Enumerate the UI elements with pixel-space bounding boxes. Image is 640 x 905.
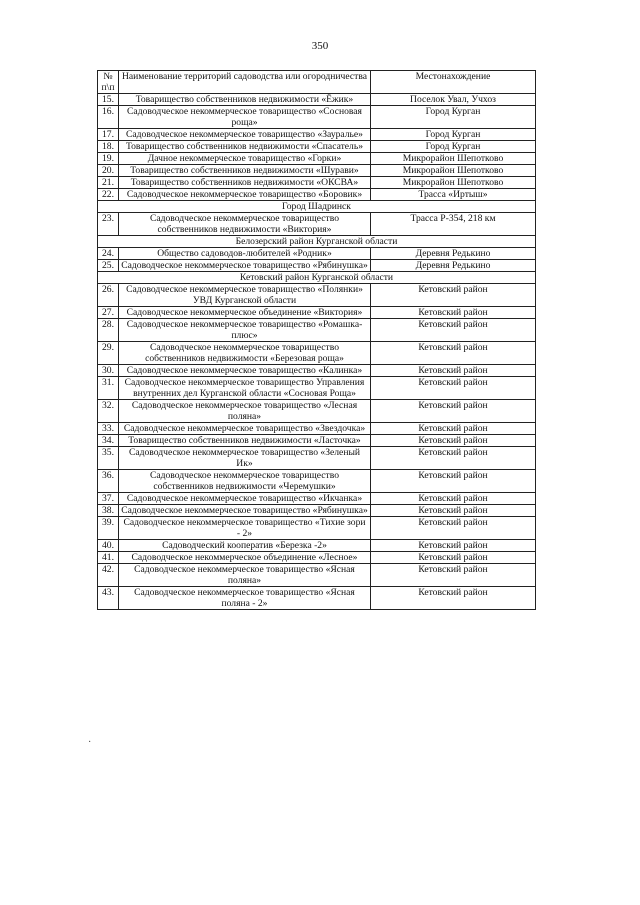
row-location: Микрорайон Шепотково — [371, 153, 536, 165]
row-location: Кетовский район — [371, 564, 536, 587]
row-name: Садоводческое некоммерческое товарищество собственников недвижимости «Виктория» — [119, 213, 371, 236]
row-name: Садоводческое некоммерческое товарищество «Полянки» УВД Курганской области — [119, 284, 371, 307]
row-location: Кетовский район — [371, 470, 536, 493]
row-number: 35. — [98, 447, 119, 470]
row-name: Садоводческое некоммерческое товарищество «Ясная поляна» — [119, 564, 371, 587]
row-location: Город Курган — [371, 106, 536, 129]
table-row — [98, 493, 536, 505]
row-name: Садоводческое некоммерческое объединение «Виктория» — [119, 307, 371, 319]
table-row — [98, 106, 536, 129]
row-number: 42. — [98, 564, 119, 587]
row-location: Кетовский район — [371, 505, 536, 517]
row-number: 21. — [98, 177, 119, 189]
header-location: Местонахождение — [371, 71, 536, 94]
row-location: Трасса Р-354, 218 км — [371, 213, 536, 236]
table-row — [98, 177, 536, 189]
row-number: 37. — [98, 493, 119, 505]
row-number: 43. — [98, 587, 119, 610]
row-number: 41. — [98, 552, 119, 564]
row-location: Кетовский район — [371, 447, 536, 470]
table-row — [98, 165, 536, 177]
table-row — [98, 141, 536, 153]
row-location: Кетовский район — [371, 342, 536, 365]
gardening-territories-table — [97, 70, 536, 610]
row-name: Садоводческое некоммерческое товарищество «Лесная поляна» — [119, 400, 371, 423]
row-location: Кетовский район — [371, 552, 536, 564]
section-row — [98, 272, 536, 284]
row-name: Садоводческое некоммерческое товарищество «Ромашка-плюс» — [119, 319, 371, 342]
row-name: Садоводческое некоммерческое товарищество Управления внутренних дел Курганской области «Сосновая Роща» — [119, 377, 371, 400]
section-title: Белозерский район Курганской области — [98, 236, 536, 248]
row-number: 17. — [98, 129, 119, 141]
table-row — [98, 447, 536, 470]
section-title: Город Шадринск — [98, 201, 536, 213]
row-name: Садоводческое некоммерческое товарищество «Рябинушка» — [119, 505, 371, 517]
table-row — [98, 129, 536, 141]
row-name: Садоводческое некоммерческое товарищество «Зеленый Ик» — [119, 447, 371, 470]
row-name: Садоводческое некоммерческое товарищество «Ясная поляна - 2» — [119, 587, 371, 610]
row-number: 16. — [98, 106, 119, 129]
section-row — [98, 236, 536, 248]
table-row — [98, 552, 536, 564]
table-row — [98, 189, 536, 201]
row-number: 25. — [98, 260, 119, 272]
row-location: Кетовский район — [371, 587, 536, 610]
row-location: Кетовский район — [371, 307, 536, 319]
table-row — [98, 517, 536, 540]
row-location: Кетовский район — [371, 435, 536, 447]
table-row — [98, 213, 536, 236]
row-number: 24. — [98, 248, 119, 260]
row-name: Садоводческое некоммерческое товарищество собственников недвижимости «Березовая роща» — [119, 342, 371, 365]
row-location: Трасса «Иртыш» — [371, 189, 536, 201]
row-number: 40. — [98, 540, 119, 552]
row-location: Кетовский район — [371, 540, 536, 552]
row-number: 23. — [98, 213, 119, 236]
table-row — [98, 587, 536, 610]
table-row — [98, 564, 536, 587]
header-number: № п\п — [98, 71, 119, 94]
table-header — [98, 71, 536, 94]
row-name: Товарищество собственников недвижимости «Шурави» — [119, 165, 371, 177]
row-location: Кетовский район — [371, 319, 536, 342]
row-number: 27. — [98, 307, 119, 319]
row-name: Общество садоводов-любителей «Родник» — [119, 248, 371, 260]
row-name: Товарищество собственников недвижимости «ОКСВА» — [119, 177, 371, 189]
table-row — [98, 319, 536, 342]
row-number: 30. — [98, 365, 119, 377]
row-name: Товарищество собственников недвижимости «Спасатель» — [119, 141, 371, 153]
header-name: Наименование территорий садоводства или огородничества — [119, 71, 371, 94]
row-number: 15. — [98, 94, 119, 106]
table-row — [98, 153, 536, 165]
row-number: 38. — [98, 505, 119, 517]
table-row — [98, 435, 536, 447]
row-location: Кетовский район — [371, 517, 536, 540]
row-location: Деревня Редькино — [371, 248, 536, 260]
row-number: 39. — [98, 517, 119, 540]
table-body — [98, 94, 536, 610]
row-name: Садоводческое некоммерческое товарищество собственников недвижимости «Черемушки» — [119, 470, 371, 493]
section-row — [98, 201, 536, 213]
row-number: 19. — [98, 153, 119, 165]
table-row — [98, 470, 536, 493]
row-number: 32. — [98, 400, 119, 423]
row-number: 33. — [98, 423, 119, 435]
row-number: 28. — [98, 319, 119, 342]
row-name: Садоводческое некоммерческое товарищество «Тихие зори - 2» — [119, 517, 371, 540]
row-name: Садоводческое некоммерческое товарищество «Сосновая роща» — [119, 106, 371, 129]
page-number: 350 — [311, 40, 329, 52]
row-location: Микрорайон Шепотково — [371, 165, 536, 177]
row-location: Поселок Увал, Учхоз — [371, 94, 536, 106]
row-name: Садоводческое некоммерческое товарищество «Зауралье» — [119, 129, 371, 141]
table-row — [98, 377, 536, 400]
row-location: Город Курган — [371, 129, 536, 141]
row-number: 36. — [98, 470, 119, 493]
row-number: 18. — [98, 141, 119, 153]
row-name: Товарищество собственников недвижимости «Ласточка» — [119, 435, 371, 447]
row-location: Кетовский район — [371, 400, 536, 423]
row-name: Садоводческое некоммерческое товарищество «Звездочка» — [119, 423, 371, 435]
header-row — [98, 71, 536, 94]
table-row — [98, 94, 536, 106]
row-location: Кетовский район — [371, 284, 536, 307]
row-location: Кетовский район — [371, 377, 536, 400]
table-row — [98, 365, 536, 377]
row-name: Товарищество собственников недвижимости «Ёжик» — [119, 94, 371, 106]
table-row — [98, 342, 536, 365]
row-name: Садоводческое некоммерческое товарищество «Боровик» — [119, 189, 371, 201]
table-row — [98, 423, 536, 435]
row-number: 31. — [98, 377, 119, 400]
section-title: Кетовский район Курганской области — [98, 272, 536, 284]
row-location: Кетовский район — [371, 365, 536, 377]
row-number: 34. — [98, 435, 119, 447]
table-row — [98, 400, 536, 423]
row-number: 22. — [98, 189, 119, 201]
table-row — [98, 505, 536, 517]
table-row — [98, 284, 536, 307]
row-name: Садоводческое некоммерческое товарищество «Икчанка» — [119, 493, 371, 505]
row-location: Кетовский район — [371, 493, 536, 505]
row-name: Садоводческое некоммерческое товарищество «Рябинушка» — [119, 260, 371, 272]
row-location: Микрорайон Шепотково — [371, 177, 536, 189]
row-location: Кетовский район — [371, 423, 536, 435]
row-number: 26. — [98, 284, 119, 307]
row-name: Садоводческое некоммерческое товарищество «Калинка» — [119, 365, 371, 377]
row-location: Город Курган — [371, 141, 536, 153]
table-row — [98, 260, 536, 272]
row-number: 20. — [98, 165, 119, 177]
row-number: 29. — [98, 342, 119, 365]
row-name: Садоводческий кооператив «Березка -2» — [119, 540, 371, 552]
scan-mark: · — [88, 737, 92, 748]
row-name: Дачное некоммерческое товарищество «Горки» — [119, 153, 371, 165]
table-row — [98, 540, 536, 552]
row-name: Садоводческое некоммерческое объединение «Лесное» — [119, 552, 371, 564]
table-row — [98, 307, 536, 319]
table-row — [98, 248, 536, 260]
row-location: Деревня Редькино — [371, 260, 536, 272]
